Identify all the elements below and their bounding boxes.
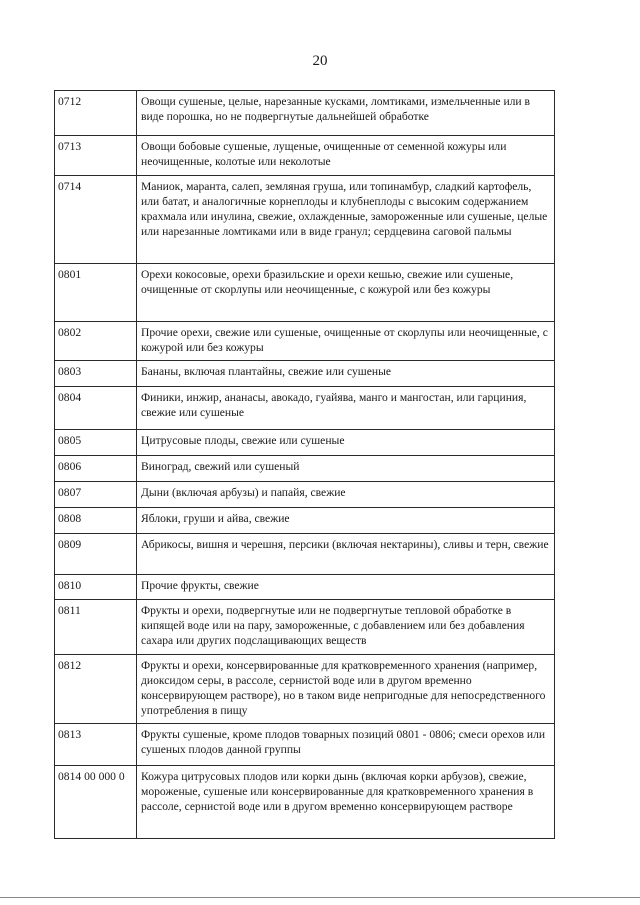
- description-cell: Виноград, свежий или сушеный: [137, 456, 555, 482]
- code-cell: 0804: [55, 387, 137, 430]
- table-row: [55, 176, 555, 264]
- code-cell: 0814 00 000 0: [55, 766, 137, 839]
- page-bottom-divider: [0, 897, 640, 898]
- description-cell: Овощи бобовые сушеные, лущеные, очищенные от семенной кожуры или неочищенные, колотые или неколотые: [137, 136, 555, 176]
- code-cell: 0712: [55, 91, 137, 136]
- code-cell: 0811: [55, 600, 137, 655]
- code-cell: 0713: [55, 136, 137, 176]
- description-cell: Фрукты сушеные, кроме плодов товарных позиций 0801 - 0806; смеси орехов или сушеных плодов данной группы: [137, 724, 555, 766]
- code-cell: 0801: [55, 264, 137, 322]
- table-row: [55, 322, 555, 361]
- table-row: [55, 387, 555, 430]
- code-cell: 0807: [55, 482, 137, 508]
- description-cell: Дыни (включая арбузы) и папайя, свежие: [137, 482, 555, 508]
- table-row: [55, 508, 555, 534]
- table-row: [55, 264, 555, 322]
- code-cell: 0802: [55, 322, 137, 361]
- code-cell: 0810: [55, 575, 137, 600]
- code-cell: 0813: [55, 724, 137, 766]
- code-cell: 0808: [55, 508, 137, 534]
- description-cell: Кожура цитрусовых плодов или корки дынь (включая корки арбузов), свежие, мороженые, сушеные или консервированные для кратковременного хранения в рассоле, сернистой воде или в другом временно консервирующем растворе: [137, 766, 555, 839]
- table-row: [55, 534, 555, 575]
- description-cell: Маниок, маранта, салеп, земляная груша, или топинамбур, сладкий картофель, или батат, и аналогичные корнеплоды и клубнеплоды с высоким содержанием крахмала или инулина, свежие, охлажденные, замороженные или сушеные, целые или нарезанные ломтиками или в виде гранул; сердцевина саговой пальмы: [137, 176, 555, 264]
- code-cell: 0803: [55, 361, 137, 387]
- description-cell: Прочие фрукты, свежие: [137, 575, 555, 600]
- table-row: [55, 456, 555, 482]
- table-row: [55, 600, 555, 655]
- table-row: [55, 361, 555, 387]
- description-cell: Бананы, включая плантайны, свежие или сушеные: [137, 361, 555, 387]
- code-cell: 0809: [55, 534, 137, 575]
- code-cell: 0805: [55, 430, 137, 456]
- code-cell: 0812: [55, 655, 137, 724]
- description-cell: Прочие орехи, свежие или сушеные, очищенные от скорлупы или неочищенные, с кожурой или без кожуры: [137, 322, 555, 361]
- table-row: [55, 91, 555, 136]
- description-cell: Цитрусовые плоды, свежие или сушеные: [137, 430, 555, 456]
- description-cell: Овощи сушеные, целые, нарезанные кусками, ломтиками, измельченные или в виде порошка, но не подвергнутые дальнейшей обработке: [137, 91, 555, 136]
- table-row: [55, 724, 555, 766]
- tariff-code-table-body: [55, 91, 555, 839]
- description-cell: Финики, инжир, ананасы, авокадо, гуайява, манго и мангостан, или гарциния, свежие или сушеные: [137, 387, 555, 430]
- code-cell: 0806: [55, 456, 137, 482]
- description-cell: Яблоки, груши и айва, свежие: [137, 508, 555, 534]
- table-row: [55, 575, 555, 600]
- description-cell: Фрукты и орехи, подвергнутые или не подвергнутые тепловой обработке в кипящей воде или на пару, замороженные, с добавлением или без добавления сахара или других подслащивающих веществ: [137, 600, 555, 655]
- description-cell: Абрикосы, вишня и черешня, персики (включая нектарины), сливы и терн, свежие: [137, 534, 555, 575]
- table-row: [55, 482, 555, 508]
- code-cell: 0714: [55, 176, 137, 264]
- table-row: [55, 430, 555, 456]
- table-row: [55, 766, 555, 839]
- description-cell: Орехи кокосовые, орехи бразильские и орехи кешью, свежие или сушеные, очищенные от скорлупы или неочищенные, с кожурой или без кожуры: [137, 264, 555, 322]
- page-number: 20: [312, 53, 328, 69]
- table-row: [55, 136, 555, 176]
- description-cell: Фрукты и орехи, консервированные для кратковременного хранения (например, диоксидом серы, в рассоле, сернистой воде или в другом временно консервирующем растворе), но в таком виде непригодные для непосредственного употребления в пищу: [137, 655, 555, 724]
- tariff-code-table: [54, 90, 555, 839]
- table-row: [55, 655, 555, 724]
